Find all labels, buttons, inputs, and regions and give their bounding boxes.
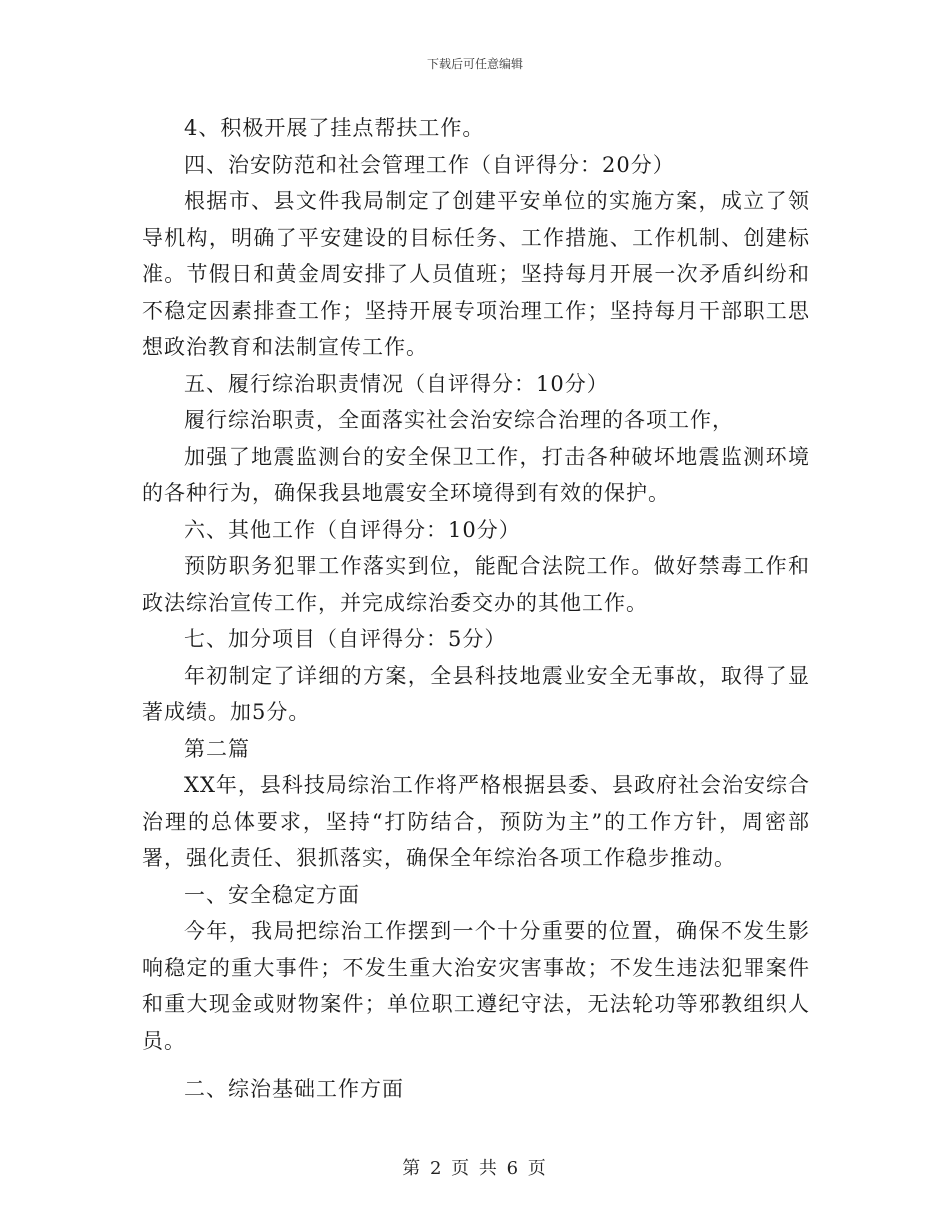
paragraph: 加强了地震监测台的安全保卫工作，打击各种破坏地震监测环境的各种行为，确保我县地震安全环境得到有效的保护。: [142, 444, 810, 505]
paragraph: XX年，县科技局综治工作将严格根据县委、县政府社会治安综合治理的总体要求，坚持“打防结合，预防为主”的工作方针，周密部署，强化责任、狠抓落实，确保全年综治各项工作稳步推动。: [142, 773, 810, 870]
paragraph: 今年，我局把综治工作摆到一个十分重要的位置，确保不发生影响稳定的重大事件；不发生重大治安灾害事故；不发生违法犯罪案件和重大现金或财物案件；单位职工遵纪守法，无法轮功等邪教组织人员。: [142, 919, 810, 1053]
paragraph: 年初制定了详细的方案，全县科技地震业安全无事故，取得了显著成绩。加5分。: [142, 663, 810, 724]
section-heading: 五、履行综治职责情况（自评得分：10分）: [184, 371, 609, 396]
paragraph: 根据市、县文件我局制定了创建平安单位的实施方案，成立了领导机构，明确了平安建设的目标任务、工作措施、工作机制、创建标准。节假日和黄金周安排了人员值班；坚持每月开展一次矛盾纠纷和不稳定因素排查工作；坚持开展专项治理工作；坚持每月干部职工思想政治教育和法制宣传工作。: [142, 189, 810, 359]
document-body: [142, 110, 810, 1108]
paragraph-spacer: [142, 1059, 810, 1071]
section-heading: 一、安全稳定方面: [184, 882, 360, 907]
article-heading: 第二篇: [184, 736, 250, 761]
section-heading: 六、其他工作（自评得分：10分）: [184, 517, 521, 542]
section-heading: 七、加分项目（自评得分：5分）: [184, 627, 507, 651]
section-heading: 二、综治基础工作方面: [184, 1077, 404, 1101]
page-header: 下载后可任意编辑: [426, 57, 523, 71]
paragraph: 履行综治职责，全面落实社会治安综合治理的各项工作，: [184, 408, 734, 432]
section-heading: 四、治安防范和社会管理工作（自评得分：20分）: [184, 152, 675, 177]
paragraph: 4、积极开展了挂点帮扶工作。: [184, 116, 485, 140]
paragraph: 预防职务犯罪工作落实到位，能配合法院工作。做好禁毒工作和政法综治宣传工作，并完成综治委交办的其他工作。: [142, 554, 810, 615]
page-footer: 第 2 页 共 6 页: [402, 1158, 548, 1179]
